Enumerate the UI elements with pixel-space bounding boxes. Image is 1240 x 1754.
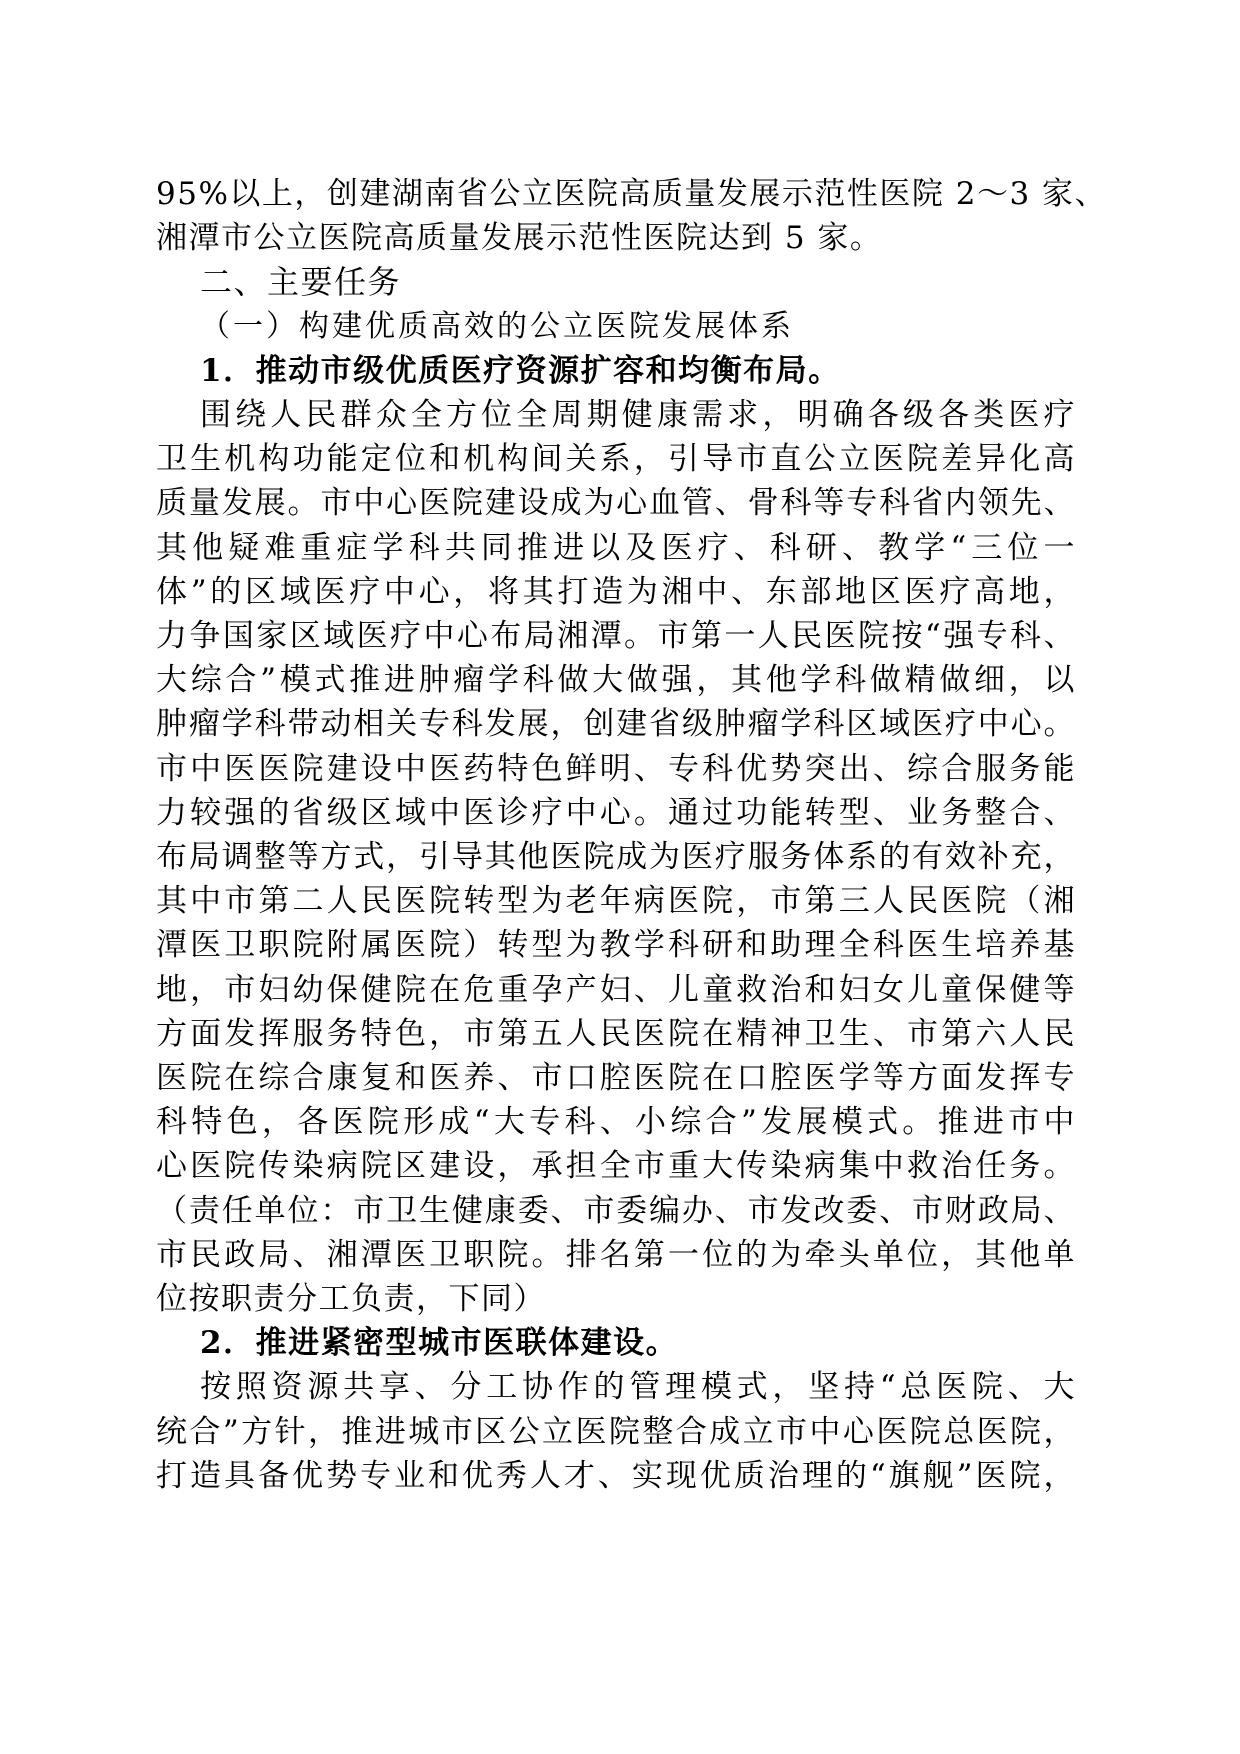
body-text-line: 其他疑难重症学科共同推进以及医疗、科研、教学“三位一	[156, 530, 1076, 566]
body-text-line: 打造具备优势专业和优秀人才、实现优质治理的“旗舰”医院，	[156, 1458, 1076, 1494]
body-text-line: 市民政局、湘潭医卫职院。排名第一位的为牵头单位，其他单	[156, 1237, 1076, 1273]
body-text-line: 力较强的省级区域中医诊疗中心。通过功能转型、业务整合、	[156, 795, 1076, 831]
item-heading: 2．推进紧密型城市医联体建设。	[200, 1325, 679, 1361]
paragraph-last-line: 湘潭市公立医院高质量发展示范性医院达到 5 家。	[156, 220, 883, 256]
body-text-line: 科特色，各医院形成“大专科、小综合”发展模式。推进市中	[156, 1104, 1076, 1140]
paragraph-first-line: 按照资源共享、分工协作的管理模式，坚持“总医院、大	[200, 1369, 1076, 1405]
body-text-line: 大综合”模式推进肿瘤学科做大做强，其他学科做精做细，以	[156, 662, 1076, 698]
body-text-line: 质量发展。市中心医院建设成为心血管、骨科等专科省内领先、	[156, 485, 1076, 521]
body-text-line: 肿瘤学科带动相关专科发展，创建省级肿瘤学科区域医疗中心。	[156, 706, 1076, 742]
body-text-line: 地，市妇幼保健院在危重孕产妇、儿童救治和妇女儿童保健等	[156, 972, 1076, 1008]
body-text-line: 市中医医院建设中医药特色鲜明、专科优势突出、综合服务能	[156, 751, 1076, 787]
body-text-line: 95%以上，创建湖南省公立医院高质量发展示范性医院 2～3 家、	[156, 176, 1108, 212]
body-text-line: 潭医卫职院附属医院）转型为教学科研和助理全科医生培养基	[156, 927, 1076, 963]
subsection-heading: （一）构建优质高效的公立医院发展体系	[200, 309, 794, 344]
body-text-line: 医院在综合康复和医养、市口腔医院在口腔医学等方面发挥专	[156, 1060, 1076, 1096]
paragraph-last-line: 位按职责分工负责，下同）	[156, 1281, 546, 1317]
body-text-line: 统合”方针，推进城市区公立医院整合成立市中心医院总医院，	[156, 1414, 1076, 1450]
body-text-line: 布局调整等方式，引导其他医院成为医疗服务体系的有效补充，	[156, 839, 1076, 875]
body-text-line: 心医院传染病院区建设，承担全市重大传染病集中救治任务。	[156, 1148, 1076, 1184]
item-heading: 1．推动市级优质医疗资源扩容和均衡布局。	[200, 353, 841, 389]
body-text-line: 力争国家区域医疗中心布局湘潭。市第一人民医院按“强专科、	[156, 618, 1076, 654]
section-heading: 二、主要任务	[200, 263, 402, 301]
paragraph-first-line: 围绕人民群众全方位全周期健康需求，明确各级各类医疗	[200, 397, 1076, 433]
body-text-line: 其中市第二人民医院转型为老年病医院，市第三人民医院（湘	[156, 883, 1076, 919]
body-text-line: （责任单位：市卫生健康委、市委编办、市发改委、市财政局、	[156, 1193, 1076, 1229]
body-text-line: 卫生机构功能定位和机构间关系，引导市直公立医院差异化高	[156, 441, 1076, 477]
body-text-line: 体”的区域医疗中心，将其打造为湘中、东部地区医疗高地，	[156, 574, 1076, 610]
body-text-line: 方面发挥服务特色，市第五人民医院在精神卫生、市第六人民	[156, 1016, 1076, 1052]
